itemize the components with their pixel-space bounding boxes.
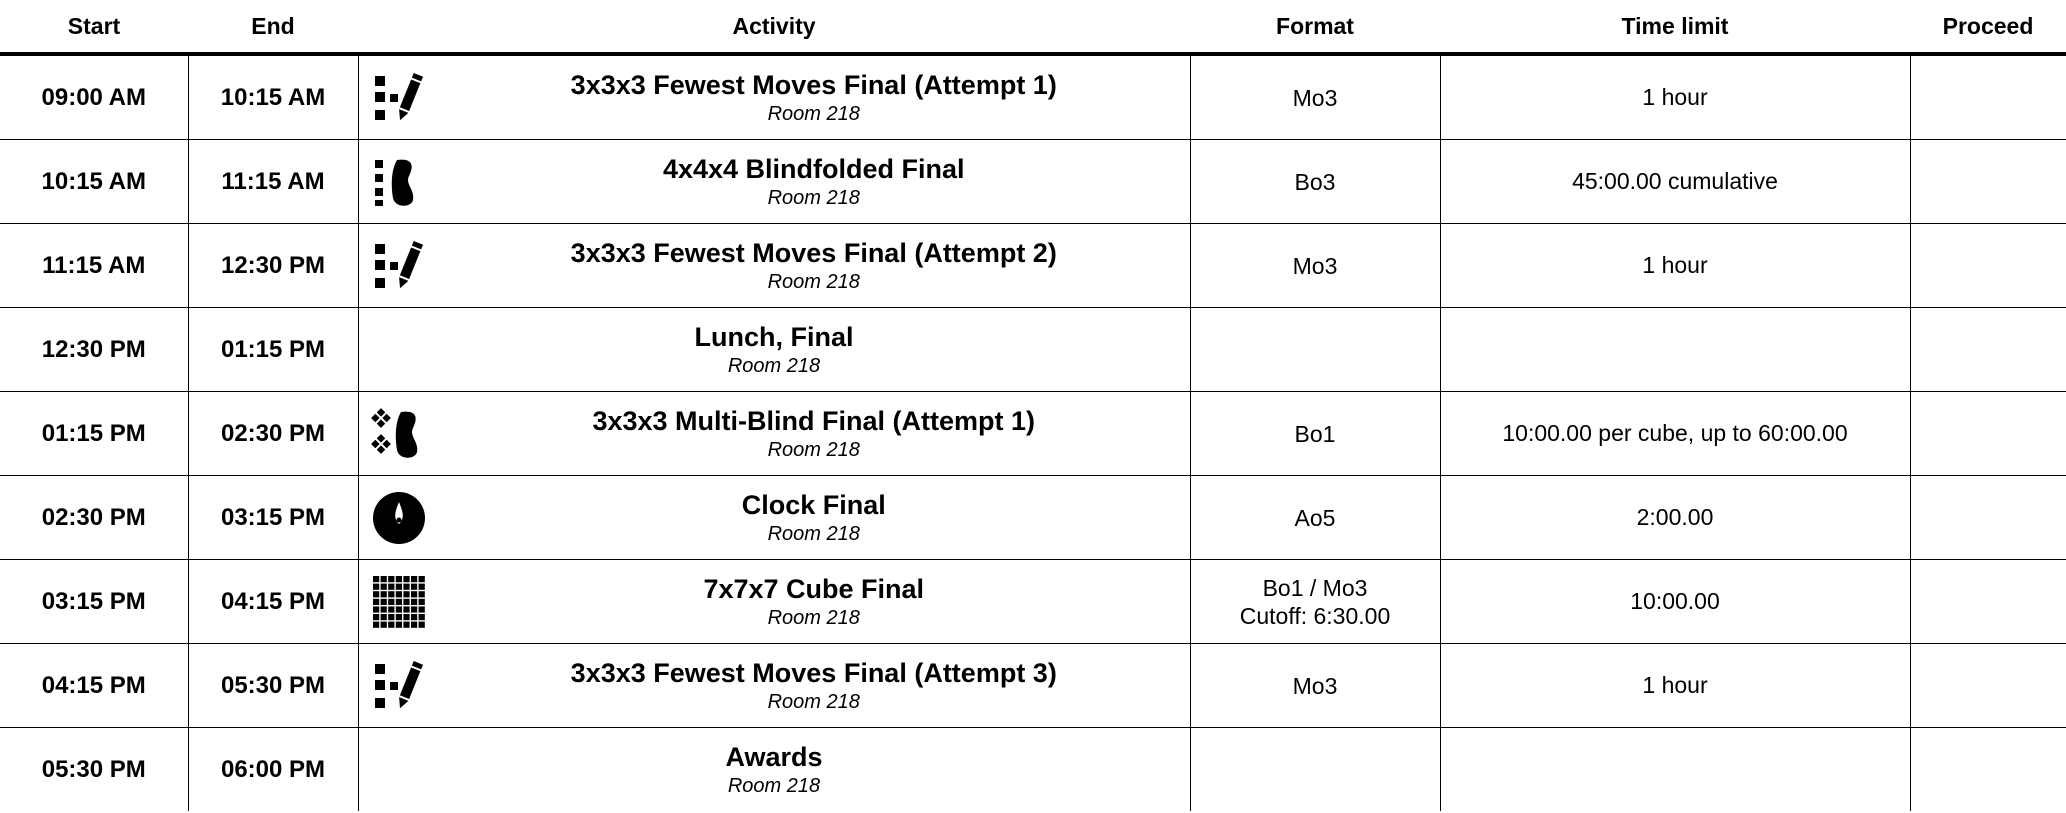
- event-icon-cell: [358, 54, 438, 140]
- proceed-cell: [1910, 476, 2066, 560]
- proceed-cell: [1910, 728, 2066, 812]
- format-value: Mo3: [1292, 672, 1338, 699]
- table-row: [0, 728, 2066, 812]
- format-cell: [1190, 476, 1440, 560]
- proceed-cell: [1910, 54, 2066, 140]
- activity-name: 3x3x3 Fewest Moves Final (Attempt 3): [570, 657, 1057, 688]
- activity-cell: [438, 644, 1190, 728]
- table-row: [0, 476, 2066, 560]
- activity-cell: [438, 560, 1190, 644]
- activity-cell: [438, 224, 1190, 308]
- header-row: [0, 0, 2066, 54]
- time-limit-cell: [1440, 728, 1910, 812]
- clock-icon: [371, 490, 427, 546]
- table-row: [0, 224, 2066, 308]
- activity-cell: [358, 728, 1190, 812]
- time-limit-cell: [1440, 308, 1910, 392]
- format-cell: [1190, 560, 1440, 644]
- format-cell: [1190, 392, 1440, 476]
- activity-name: 3x3x3 Fewest Moves Final (Attempt 2): [570, 237, 1057, 268]
- header-proceed: Proceed: [1910, 0, 2066, 54]
- end-time: 05:30 PM: [188, 644, 358, 728]
- event-icon-cell: [358, 560, 438, 644]
- format-value: Bo3: [1294, 168, 1336, 195]
- proceed-cell: [1910, 140, 2066, 224]
- activity-room: Room 218: [767, 270, 860, 293]
- time-limit-cell: 1 hour: [1440, 224, 1910, 308]
- activity-cell: [438, 54, 1190, 140]
- format-cutoff: Cutoff: 6:30.00: [1239, 602, 1391, 629]
- start-time: 11:15 AM: [0, 224, 188, 308]
- activity-room: Room 218: [727, 774, 821, 797]
- header-activity: Activity: [358, 0, 1190, 54]
- proceed-cell: [1910, 644, 2066, 728]
- start-time: 04:15 PM: [0, 644, 188, 728]
- start-time: 01:15 PM: [0, 392, 188, 476]
- activity-name: 3x3x3 Fewest Moves Final (Attempt 1): [570, 69, 1057, 100]
- activity-cell: [438, 392, 1190, 476]
- end-time: 12:30 PM: [188, 224, 358, 308]
- activity-cell: [438, 140, 1190, 224]
- header-end: End: [188, 0, 358, 54]
- fewest-moves-icon: [371, 658, 427, 714]
- event-icon-cell: [358, 392, 438, 476]
- format-cell: [1190, 54, 1440, 140]
- fewest-moves-icon: [371, 70, 427, 126]
- end-time: 06:00 PM: [188, 728, 358, 812]
- table-row: [0, 54, 2066, 140]
- activity-name: 4x4x4 Blindfolded Final: [662, 153, 965, 184]
- end-time: 11:15 AM: [188, 140, 358, 224]
- format-cell: [1190, 308, 1440, 392]
- proceed-cell: [1910, 560, 2066, 644]
- activity-room: Room 218: [767, 522, 860, 545]
- activity-cell: [438, 476, 1190, 560]
- proceed-cell: [1910, 392, 2066, 476]
- event-icon-cell: [358, 224, 438, 308]
- event-icon-cell: [358, 476, 438, 560]
- end-time: 02:30 PM: [188, 392, 358, 476]
- activity-room: Room 218: [767, 438, 860, 461]
- time-limit-cell: 1 hour: [1440, 54, 1910, 140]
- activity-room: Room 218: [767, 606, 860, 629]
- format-value: Ao5: [1294, 504, 1336, 531]
- activity-name: Awards: [725, 741, 823, 772]
- activity-room: Room 218: [767, 690, 860, 713]
- start-time: 09:00 AM: [0, 54, 188, 140]
- table-row: [0, 140, 2066, 224]
- activity-name: 3x3x3 Multi-Blind Final (Attempt 1): [592, 405, 1036, 436]
- start-time: 03:15 PM: [0, 560, 188, 644]
- format-value: Mo3: [1292, 84, 1338, 111]
- format-value: Bo1 / Mo3: [1262, 574, 1368, 601]
- format-cell: [1190, 644, 1440, 728]
- blindfolded-icon: [371, 154, 427, 210]
- activity-room: Room 218: [767, 102, 860, 125]
- time-limit-cell: 10:00.00 per cube, up to 60:00.00: [1440, 392, 1910, 476]
- format-value: Mo3: [1292, 252, 1338, 279]
- format-value: Bo1: [1294, 420, 1336, 447]
- start-time: 10:15 AM: [0, 140, 188, 224]
- event-icon-cell: [358, 644, 438, 728]
- format-cell: [1190, 140, 1440, 224]
- format-cell: [1190, 224, 1440, 308]
- fewest-moves-icon: [371, 238, 427, 294]
- activity-name: Lunch, Final: [694, 321, 854, 352]
- header-start: Start: [0, 0, 188, 54]
- start-time: 12:30 PM: [0, 308, 188, 392]
- event-icon-cell: [358, 140, 438, 224]
- time-limit-cell: 2:00.00: [1440, 476, 1910, 560]
- activity-room: Room 218: [727, 354, 821, 377]
- end-time: 03:15 PM: [188, 476, 358, 560]
- activity-cell: [358, 308, 1190, 392]
- start-time: 05:30 PM: [0, 728, 188, 812]
- activity-name: 7x7x7 Cube Final: [703, 573, 925, 604]
- cube-7x7-icon: [371, 574, 427, 630]
- proceed-cell: [1910, 224, 2066, 308]
- table-row: [0, 644, 2066, 728]
- multi-blind-icon: [371, 406, 427, 462]
- header-time-limit: Time limit: [1440, 0, 1910, 54]
- time-limit-cell: 1 hour: [1440, 644, 1910, 728]
- time-limit-cell: 10:00.00: [1440, 560, 1910, 644]
- activity-room: Room 218: [767, 186, 860, 209]
- table-row: [0, 308, 2066, 392]
- table-row: [0, 392, 2066, 476]
- end-time: 01:15 PM: [188, 308, 358, 392]
- end-time: 10:15 AM: [188, 54, 358, 140]
- proceed-cell: [1910, 308, 2066, 392]
- format-cell: [1190, 728, 1440, 812]
- activity-name: Clock Final: [741, 489, 886, 520]
- time-limit-cell: 45:00.00 cumulative: [1440, 140, 1910, 224]
- header-format: Format: [1190, 0, 1440, 54]
- table-row: [0, 560, 2066, 644]
- end-time: 04:15 PM: [188, 560, 358, 644]
- start-time: 02:30 PM: [0, 476, 188, 560]
